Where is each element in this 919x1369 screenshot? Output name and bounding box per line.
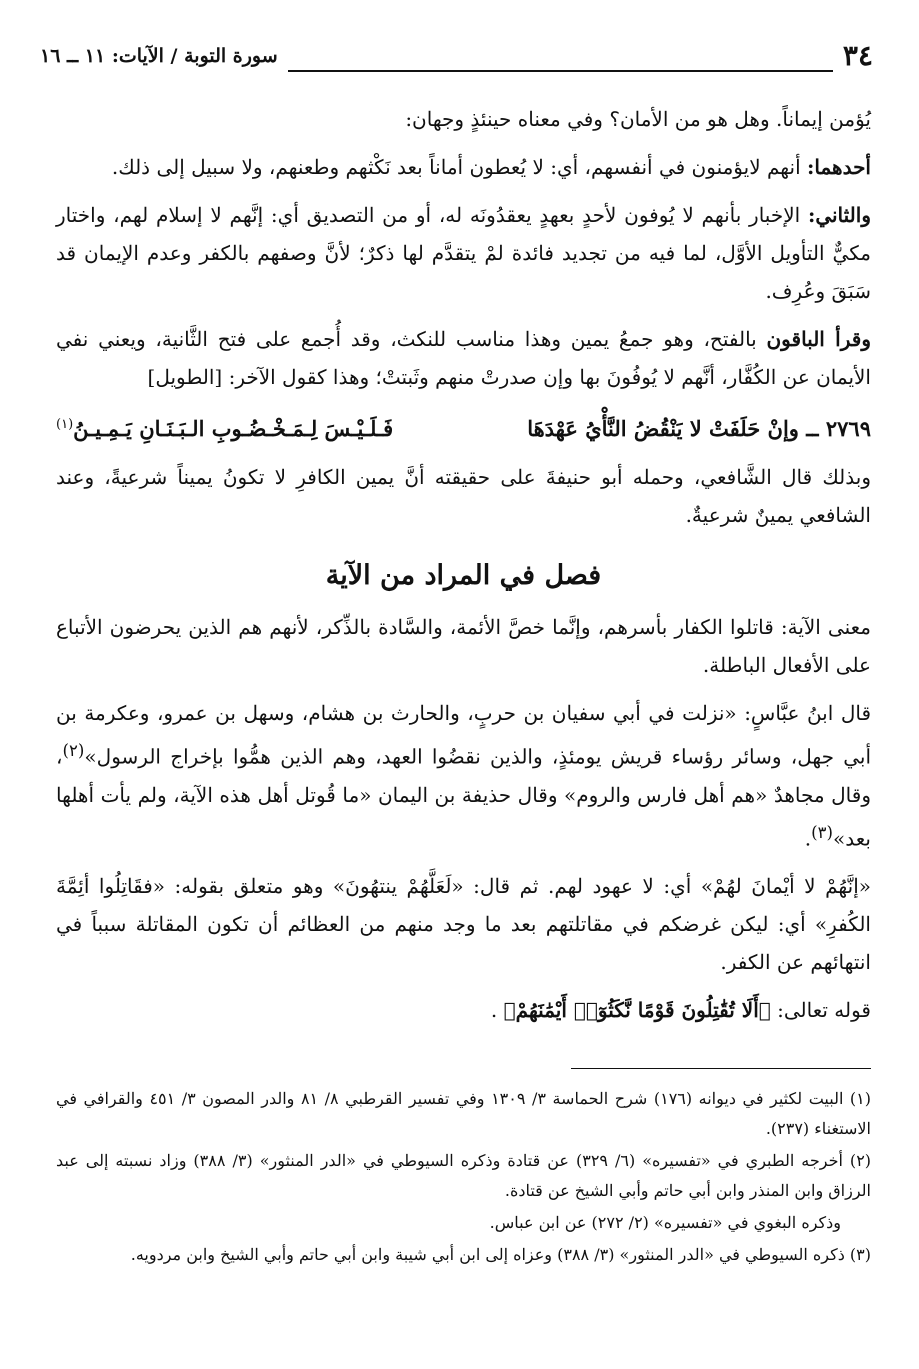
paragraph-text: وبذلك قال الشَّافعي، وحمله أبو حنيفةَ على حقيقته أنَّ يمين الكافرِ لا تكونُ يميناً شرعيةً، وعند الشافعي يمينٌ شرعيةٌ. [56,465,871,527]
paragraph-text: أنهم لايؤمنون في أنفسهم، أي: لا يُعطون أماناً بعد نَكْثهم وطعنهم، ولا سبيل إلى ذلك. [111,155,807,179]
paragraph [56,991,871,1029]
page-header [40,30,873,76]
section-heading: فصل في المراد من الآية [325,560,602,591]
verse-second-text: فَـلَـيْـسَ لِـمَـخْـضُـوبِ الـبَـنَـانِ يَـمِـيـنُ [73,416,394,441]
paragraph-lead: أحدهما: [806,155,871,179]
paragraph-text: . [490,998,498,1023]
paragraph-text: قوله تعالى: [777,998,871,1023]
running-title: سورة التوبة / الآيات: ١١ ــ ١٦ [40,36,288,76]
page-number: ٣٤ [833,36,873,76]
verse-first-hemistich [527,410,871,448]
paragraph-text: الإخبار بأنهم لا يُوفون لأحدٍ بعهدٍ يعقدُونَه له، أو من التصديق أي: إنَّهم لا إسلام لهم، واختار مكيٌّ التأويل الأوَّل، لما فيه من تجديد فائدة لمْ يتقدَّم لها ذكرٌ؛ لأنَّ وصفهم بالكفر وعدم الإيمان قد سَبَقَ وعُرِف. [56,203,871,303]
paragraph [56,148,871,186]
footnote: (٣) ذكره السيوطي في «الدر المنثور» (٣/ ٣٨٨) وعزاه إلى ابن أبي شيبة وابن أبي حاتم وأبي الشيخ وابن مردويه. [130,1245,871,1264]
paragraph [56,867,871,981]
paragraph-text: «إنَّهُمْ لا أيْمانَ لهُمْ» أي: لا عهود لهم. ثم قال: «لَعَلَّهُمْ ينتهُونَ» وهو متعلق بقوله: «فقَاتِلُوا أئِمَّةَ الكُفرِ» أي: ليكن غرضكم في مقاتلتهم بعد ما وجد منهم من العظائم أن تكون المقاتلة سبباً في انتهائهم عن الكفر. [56,874,871,975]
footnote-marker[interactable]: (١) [56,417,74,432]
verse-first-text: وإنْ حَلَفَتْ لا يَنْقُضُ النَّأْيُ عَهْدَهَا [527,416,799,441]
poetry-verse [56,406,871,448]
paragraph-lead: والثاني: [807,203,871,227]
verse-second-hemistich [56,406,393,448]
quran-quote: ﴿أَلَا تُقَٰتِلُونَ قَوْمًا نَّكَثُوٓا۟ أَيْمَٰنَهُمْ﴾ [503,998,771,1023]
footnote: (١) البيت لكثير في ديوانه (١٧٦) شرح الحماسة ٣/ ١٣٠٩ وفي تفسير القرطبي ٨/ ٨١ والدر المصون ٣/ ٤٥١ والقرافي في الاستغناء (٢٣٧). [56,1089,872,1138]
paragraph-text: بالفتح، وهو جمعُ يمين وهذا مناسب للنكث، وقد أُجمع على فتح الثَّانية، ويعني نفي الأيمان عن الكُفَّار، أنَّهم لا يُوفُونَ بها وإن صدرتْ منهم وثَبتتْ؛ وهذا كقول الآخر: [الطويل] [56,327,871,389]
footnote-marker[interactable]: (٣) [811,822,834,842]
footnote: (٢) أخرجه الطبري في «تفسيره» (٦/ ٣٢٩) عن قتادة وذكره السيوطي في «الدر المنثور» (٣/ ٣٨٨) وزاد نسبته إلى عبد الرزاق وابن المنذر وابن أبي حاتم وأبي الشيخ عن قتادة. [56,1151,872,1200]
paragraph [56,694,871,857]
verse-number: ٢٧٦٩ ــ [806,416,871,441]
paragraph-text: معنى الآية: قاتلوا الكفار بأسرهم، وإنَّما خصَّ الأئمة، والسَّادة بالذِّكر، لأنهم هم الذين يحرضون الأتباع على الأفعال الباطلة. [56,615,871,677]
footnote-marker[interactable]: (٢) [62,741,85,760]
footnote-separator [571,1068,871,1069]
paragraph-text: يُؤمن إيماناً. وهل هو من الأمان؟ وفي معناه حينئذٍ وجهان: [405,107,871,131]
paragraph [56,320,871,396]
paragraph [56,196,871,310]
paragraph-text: قال ابنُ عبَّاسٍ: «نزلت في أبي سفيان بن حربٍ، والحارث بن هشام، وسهل بن عمرو، وعكرمة بن أبي جهل، وسائر رؤساء قريش يومئذٍ، والذين نقضُوا العهد، وهم الذين همُّوا بإخراج الرسول» [56,701,871,769]
paragraph [56,100,871,138]
paragraph [56,608,871,684]
paragraph-lead: وقرأ الباقون [766,327,871,351]
footnote-continuation: وذكره البغوي في «تفسيره» (٢/ ٢٧٢) عن ابن عباس. [489,1213,841,1232]
paragraph-text: . [804,826,812,851]
main-text [56,100,871,1039]
footnotes [56,1084,871,1272]
paragraph [56,458,871,534]
paragraph-text: ، وقال مجاهدٌ «هم أهل فارس والروم» وقال حذيفة بن اليمان «ما قُوتل أهل هذه الآية، ولم يأت أهلها بعد» [56,744,871,851]
